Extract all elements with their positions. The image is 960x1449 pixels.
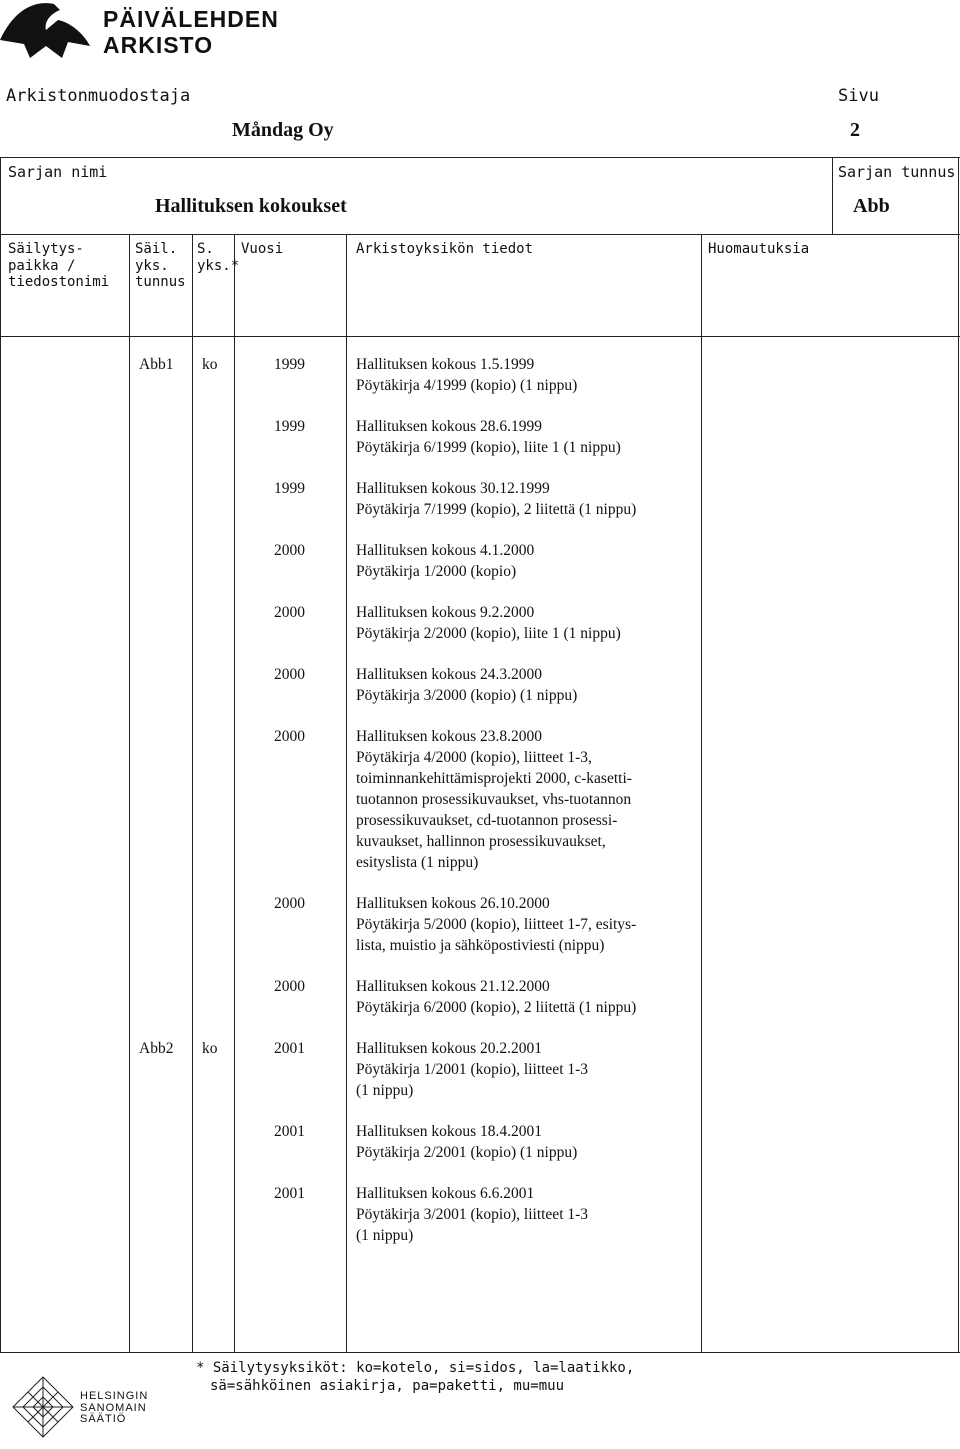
column-header-unit-id-line: Säil. [135,241,178,257]
record-details-line: Hallituksen kokous 21.12.2000 [356,978,550,995]
column-divider-5 [701,234,702,1353]
record-details [356,1121,577,1163]
record-details [356,1038,588,1101]
record-details-line: Hallituksen kokous 20.2.2001 [356,1040,542,1057]
series-name-label: Sarjan nimi [8,163,108,181]
footnote [196,1359,634,1395]
record-details-line: Hallituksen kokous 23.8.2000 [356,728,542,745]
archive-creator: Måndag Oy [232,119,334,141]
record-details-line: Hallituksen kokous 26.10.2000 [356,895,550,912]
column-divider-1 [129,234,130,1353]
record-details [356,664,577,706]
record-details-line: prosessikuvaukset, cd-tuotannon prosessi- [356,812,618,829]
record-unit-type: ko [202,356,218,373]
page-number: 2 [850,119,860,141]
column-header-border [0,336,960,337]
column-divider-3 [234,234,235,1353]
record-details [356,416,621,458]
foundation-logo-line: HELSINGIN [80,1390,149,1402]
column-header-unit-type-line: yks.* [197,257,240,274]
table-right-border [958,157,959,1353]
record-year: 1999 [274,356,305,373]
record-details-line: Pöytäkirja 4/1999 (kopio) (1 nippu) [356,377,578,394]
record-details-line: Hallituksen kokous 6.6.2001 [356,1185,535,1202]
record-unit-id: Abb2 [139,1040,174,1057]
column-header-location [8,241,109,291]
table-top-border [0,157,960,158]
paivalehden-arkisto-logo-text [103,6,279,58]
record-year: 1999 [274,480,305,497]
page-label: Sivu [838,86,879,106]
record-details [356,1183,588,1246]
record-year: 2000 [274,978,305,995]
record-details-line: toiminnankehittämisprojekti 2000, c-kasetti- [356,770,632,787]
record-details [356,976,636,1018]
logo-line-2: ARKISTO [103,32,214,58]
record-details [356,726,632,873]
column-header-location-line: paikka / [8,257,76,274]
paivalehden-arkisto-logo-mark [0,0,92,60]
logo-line-1: PÄIVÄLEHDEN [103,6,279,32]
column-header-unit-type [197,241,239,274]
foundation-logo-line: SANOMAIN [80,1401,147,1414]
record-unit-id: Abb1 [139,356,174,373]
record-year: 1999 [274,418,305,435]
record-details-line: Pöytäkirja 1/2001 (kopio), liitteet 1-3 [356,1061,589,1078]
series-id-divider [832,157,833,235]
column-header-details: Arkistoyksikön tiedot [356,241,534,257]
series-id: Abb [853,195,890,217]
record-details-line: esityslista (1 nippu) [356,854,479,871]
footnote-line: * Säilytysyksiköt: ko=kotelo, si=sidos, la=laatikko, [196,1360,635,1376]
record-year: 2000 [274,542,305,559]
record-details-line: Pöytäkirja 3/2001 (kopio), liitteet 1-3 [356,1206,589,1223]
record-details-line: Hallituksen kokous 28.6.1999 [356,418,542,435]
column-header-location-line: Säilytys- [8,241,84,257]
record-details-line: Pöytäkirja 7/1999 (kopio), 2 liitettä (1 nippu) [356,501,637,518]
record-details-line: Hallituksen kokous 1.5.1999 [356,356,535,373]
column-header-unit-id-line: yks. [135,257,169,274]
record-details [356,602,621,644]
record-details-line: Pöytäkirja 1/2000 (kopio) [356,563,517,580]
record-details [356,540,534,582]
column-header-unit-type-line: S. [197,241,214,257]
helsingin-sanomain-saatio-logo-text [80,1391,148,1426]
record-details-line: (1 nippu) [356,1082,414,1099]
record-details-line: Hallituksen kokous 4.1.2000 [356,542,535,559]
record-year: 2000 [274,895,305,912]
record-details-line: Hallituksen kokous 9.2.2000 [356,604,535,621]
record-year: 2001 [274,1123,305,1140]
record-details-line: Pöytäkirja 4/2000 (kopio), liitteet 1-3, [356,749,592,766]
footnote-line: sä=sähköinen asiakirja, pa=paketti, mu=muu [210,1378,565,1394]
record-details [356,478,636,520]
record-year: 2001 [274,1040,305,1057]
column-header-unit-id [135,241,186,291]
record-details-line: Pöytäkirja 2/2000 (kopio), liite 1 (1 nippu) [356,625,621,642]
record-details-line: Pöytäkirja 5/2000 (kopio), liitteet 1-7, esitys- [356,916,637,933]
record-details-line: lista, muistio ja sähköpostiviesti (nippu) [356,937,605,954]
record-details-line: Pöytäkirja 3/2000 (kopio) (1 nippu) [356,687,578,704]
column-header-year: Vuosi [241,241,284,257]
series-name: Hallituksen kokoukset [155,195,347,217]
record-year: 2001 [274,1185,305,1202]
record-year: 2000 [274,728,305,745]
foundation-logo-line: SÄÄTIÖ [80,1413,127,1425]
record-details [356,354,577,396]
record-details-line: (1 nippu) [356,1227,414,1244]
record-details-line: tuotannon prosessikuvaukset, vhs-tuotannon [356,791,632,808]
column-header-notes: Huomautuksia [708,241,810,257]
column-header-location-line: tiedostonimi [8,274,110,290]
record-details [356,893,636,956]
record-details-line: Pöytäkirja 6/1999 (kopio), liite 1 (1 nippu) [356,439,621,456]
record-details-line: Pöytäkirja 2/2001 (kopio) (1 nippu) [356,1144,578,1161]
record-year: 2000 [274,666,305,683]
series-id-label: Sarjan tunnus [838,163,956,181]
helsingin-sanomain-saatio-logo-mark [8,1372,78,1442]
series-header-border [0,234,960,235]
archive-creator-label: Arkistonmuodostaja [6,86,191,106]
column-divider-4 [346,234,347,1353]
record-unit-type: ko [202,1040,218,1057]
record-details-line: Hallituksen kokous 18.4.2001 [356,1123,542,1140]
record-year: 2000 [274,604,305,621]
table-bottom-border [0,1352,960,1353]
record-details-line: Hallituksen kokous 30.12.1999 [356,480,550,497]
column-divider-2 [192,234,193,1353]
record-details-line: kuvaukset, hallinnon prosessikuvaukset, [356,833,606,850]
column-header-unit-id-line: tunnus [135,274,186,290]
table-left-border [0,157,1,1353]
record-details-line: Hallituksen kokous 24.3.2000 [356,666,542,683]
record-details-line: Pöytäkirja 6/2000 (kopio), 2 liitettä (1 nippu) [356,999,637,1016]
